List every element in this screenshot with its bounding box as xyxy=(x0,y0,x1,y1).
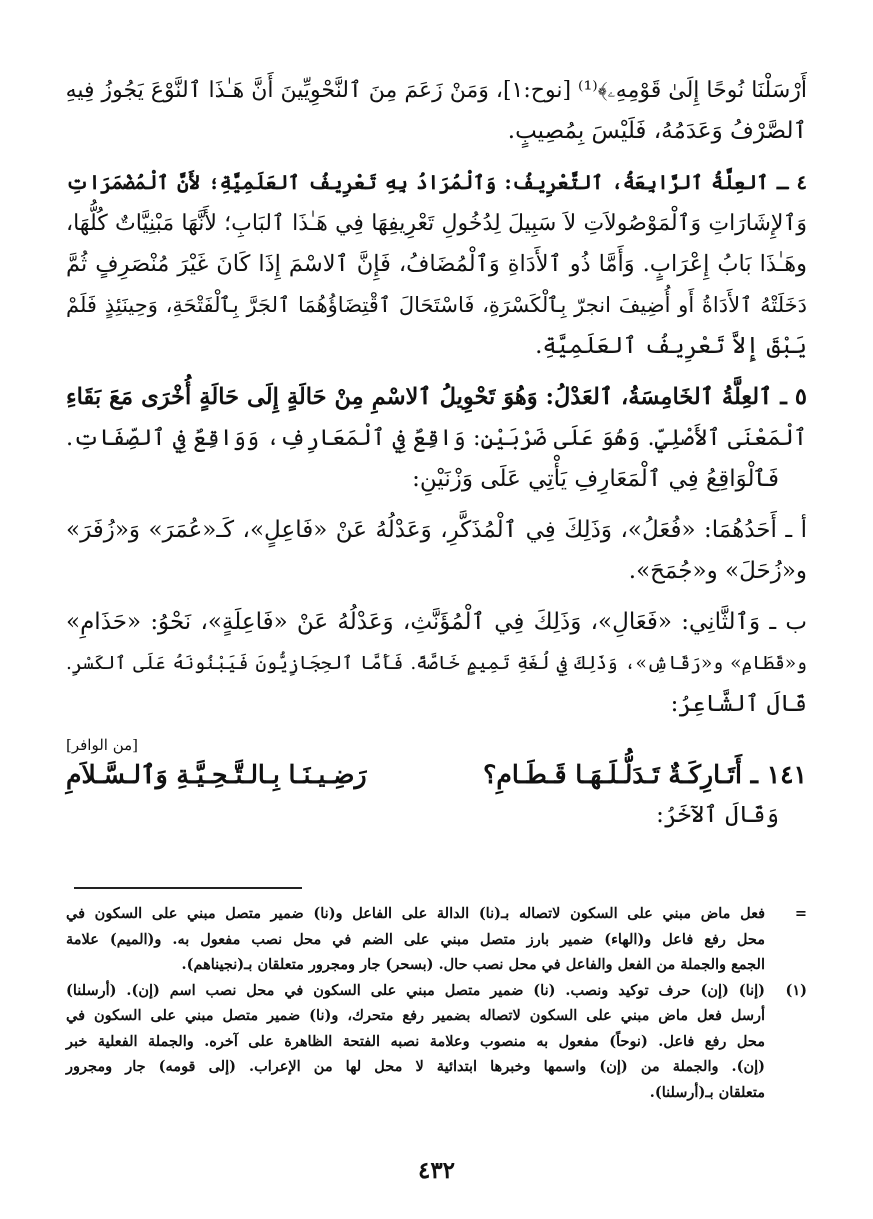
text-line: و«زُحَلَ» و«جُمَحَ». xyxy=(628,558,807,584)
verse-first-hemistich: ١٤١ ـ أَتَـارِكَـةٌ تَـدَلُّـلَـهَـا قَـطَـامِ؟ xyxy=(483,760,807,789)
footnote-line: الجمع والجملة من الفعل والفاعل في محل نصب حال. (بسحر) جار ومجرور متعلقان بـ(نجيناهم). xyxy=(181,956,765,973)
item-b-line: ب ـ وَٱلثَّانِي: «فَعَالِ»، وَذَلِكَ فِي ٱلْمُؤَنَّثِ، وَعَدْلُهُ عَنْ «فَاعِلَةٍ»، نَحْوُ: «حَذَامِ» xyxy=(66,609,807,635)
text-line: ٱلْمَعْنَى ٱلأَصْلِيِّ. وَهُوَ عَلَى ضَرْبَيْنِ: وَاقِعٌ فِي ٱلْمَعَارِفِ، وَوَاقِعٌ فِي ٱلصِّفَاتِ. xyxy=(66,425,807,451)
section-5-heading-line: ٥ ـ ٱلعِلَّةُ ٱلخَامِسَةُ، ٱلعَدْلُ: وَهُوَ تَحْوِيلُ ٱلاسْمِ مِنْ حَالَةٍ إِلَى حَالَةٍ أُخْرَى مَعَ بَقَاءِ xyxy=(66,384,807,410)
text-line: قَالَ ٱلشَّاعِرُ: xyxy=(670,691,807,717)
footnote-line: محل رفع فاعل و(الهاء) ضمير بارز متصل مبني على الضم في محل نصب مفعول به. و(الميم) علامة xyxy=(66,930,765,948)
item-a-line: أ ـ أَحَدُهُمَا: «فُعَلُ»، وَذَلِكَ فِي ٱلْمُذَكَّرِ، وَعَدْلُهُ عَنْ «فَاعِلٍ»، كَـ«عُمَرَ» وَ«زُفَرَ» xyxy=(66,517,807,543)
main-text xyxy=(66,70,807,836)
verse-second-hemistich: رَضِـيـنَـا بِـالـتَّـحِـيَّـةِ وَٱلـسَّـلاَمِ xyxy=(66,760,367,789)
poetry-verse xyxy=(66,755,807,795)
text-line: و«قَطَامِ» و«رَقَاشِ»، وَذَلِكَ فِي لُغَةِ تَمِيمٍ خَاصَّةً. فَأَمَّا ٱلحِجَازِيُّونَ فَيَبْنُونَهُ عَلَى ٱلكَسْرِ. xyxy=(66,653,807,674)
continuation-mark: = xyxy=(794,905,807,922)
footnote-line: (إن). والجملة من (إن) واسمها وخبرها ابتدائية لا محل لها من الإعراب. (إلى قومه) جار ومجرور xyxy=(66,1058,765,1075)
footnote-continuation xyxy=(66,901,807,978)
text-line: يَبْقَ إِلاَّ تَعْرِيفُ ٱلعَلَمِيَّةِ. xyxy=(535,333,807,359)
footnote-line: محل رفع فاعل. (نوحاً) مفعول به منصوب وعلامة نصبه الفتحة الظاهرة على آخره. والجملة الفعلية خبر xyxy=(66,1032,765,1050)
footnote-line: فعل ماض مبني على السكون لاتصاله بـ(نا) الدالة على الفاعل و(نا) ضمير متصل مبني على السكون في xyxy=(66,905,765,922)
footnote-1 xyxy=(66,978,807,1106)
footnote-number: (١) xyxy=(785,981,807,999)
meter-label: [من الوافر] xyxy=(66,736,139,754)
page-number: ٤٣٢ xyxy=(417,1157,456,1184)
footnote-line: متعلقان بـ(أرسلنا). xyxy=(649,1083,765,1101)
text-line: وَقَالَ ٱلآخَرُ: xyxy=(656,802,779,828)
text-line: وهَـٰذَا بَابُ إِعْرَابٍ. وَأَمَّا ذُو ٱلأَدَاةِ وَٱلْمُضَافُ، فَإِنَّ ٱلاسْمَ إِذَا كَانَ غَيْرَ مُنْصَرِفٍ ثُمَّ xyxy=(66,251,807,277)
footnote-separator xyxy=(74,887,302,889)
footnotes xyxy=(66,901,807,1105)
text-line: فَٱلْوَاقِعُ فِي ٱلْمَعَارِفِ يَأْتِي عَلَى وَزْنَيْنِ: xyxy=(412,466,779,492)
text-line: وَٱلإِشَارَاتِ وَٱلْمَوْصُولاَتِ لاَ سَبِيلَ لِدُخُولِ تَعْرِيفِهَا فِي هَـٰذَا ٱلبَابِ؛ لأَنَّهَا مَبْنِيَّاتٌ كُلُّهَا، xyxy=(66,211,807,236)
footnote-line: (إنا) (إن) حرف توكيد ونصب. (نا) ضمير متصل مبني على السكون في محل نصب اسم (إن). (أرسلنا) xyxy=(66,981,765,999)
section-4-heading-line: ٤ ـ ٱلعِلَّةُ ٱلرَّابِعَةُ، ٱلتَّعْرِيفُ: وَٱلْمُرَادُ بِهِ تَعْرِيفُ ٱلعَلَمِيَّةِ؛ لأَنَّ ٱلْمُضْمَرَاتِ xyxy=(66,171,807,194)
footnote-line: أرسل فعل ماض مبني على السكون لاتصاله بضمير رفع متحرك، و(نا) ضمير متصل مبني على السكون في xyxy=(66,1007,765,1024)
text-line: ٱلصَّرْفُ وَعَدَمُهُ، فَلَيْسَ بِمُصِيبٍ. xyxy=(507,118,807,144)
text-line: دَخَلَتْهُ ٱلأَدَاةُ أَو أُضِيفَ انجرّ بِٱلْكَسْرَةِ، فَاسْتَحَالَ ٱقْتِضَاؤُهُمَا ٱلجَرَّ بِٱلْفَتْحَةِ، وَحِينَئِذٍ فَلَمْ xyxy=(66,293,807,317)
text-line: أَرْسَلْنَا نُوحًا إِلَىٰ قَوْمِهِۦ﴾⁽¹⁾ [نوح:١]، وَمَنْ زَعَمَ مِنَ ٱلنَّحْوِيِّينَ أَنَّ هَـٰذَا ٱلنَّوْعَ يَجُوزُ فِيهِ xyxy=(65,78,807,103)
